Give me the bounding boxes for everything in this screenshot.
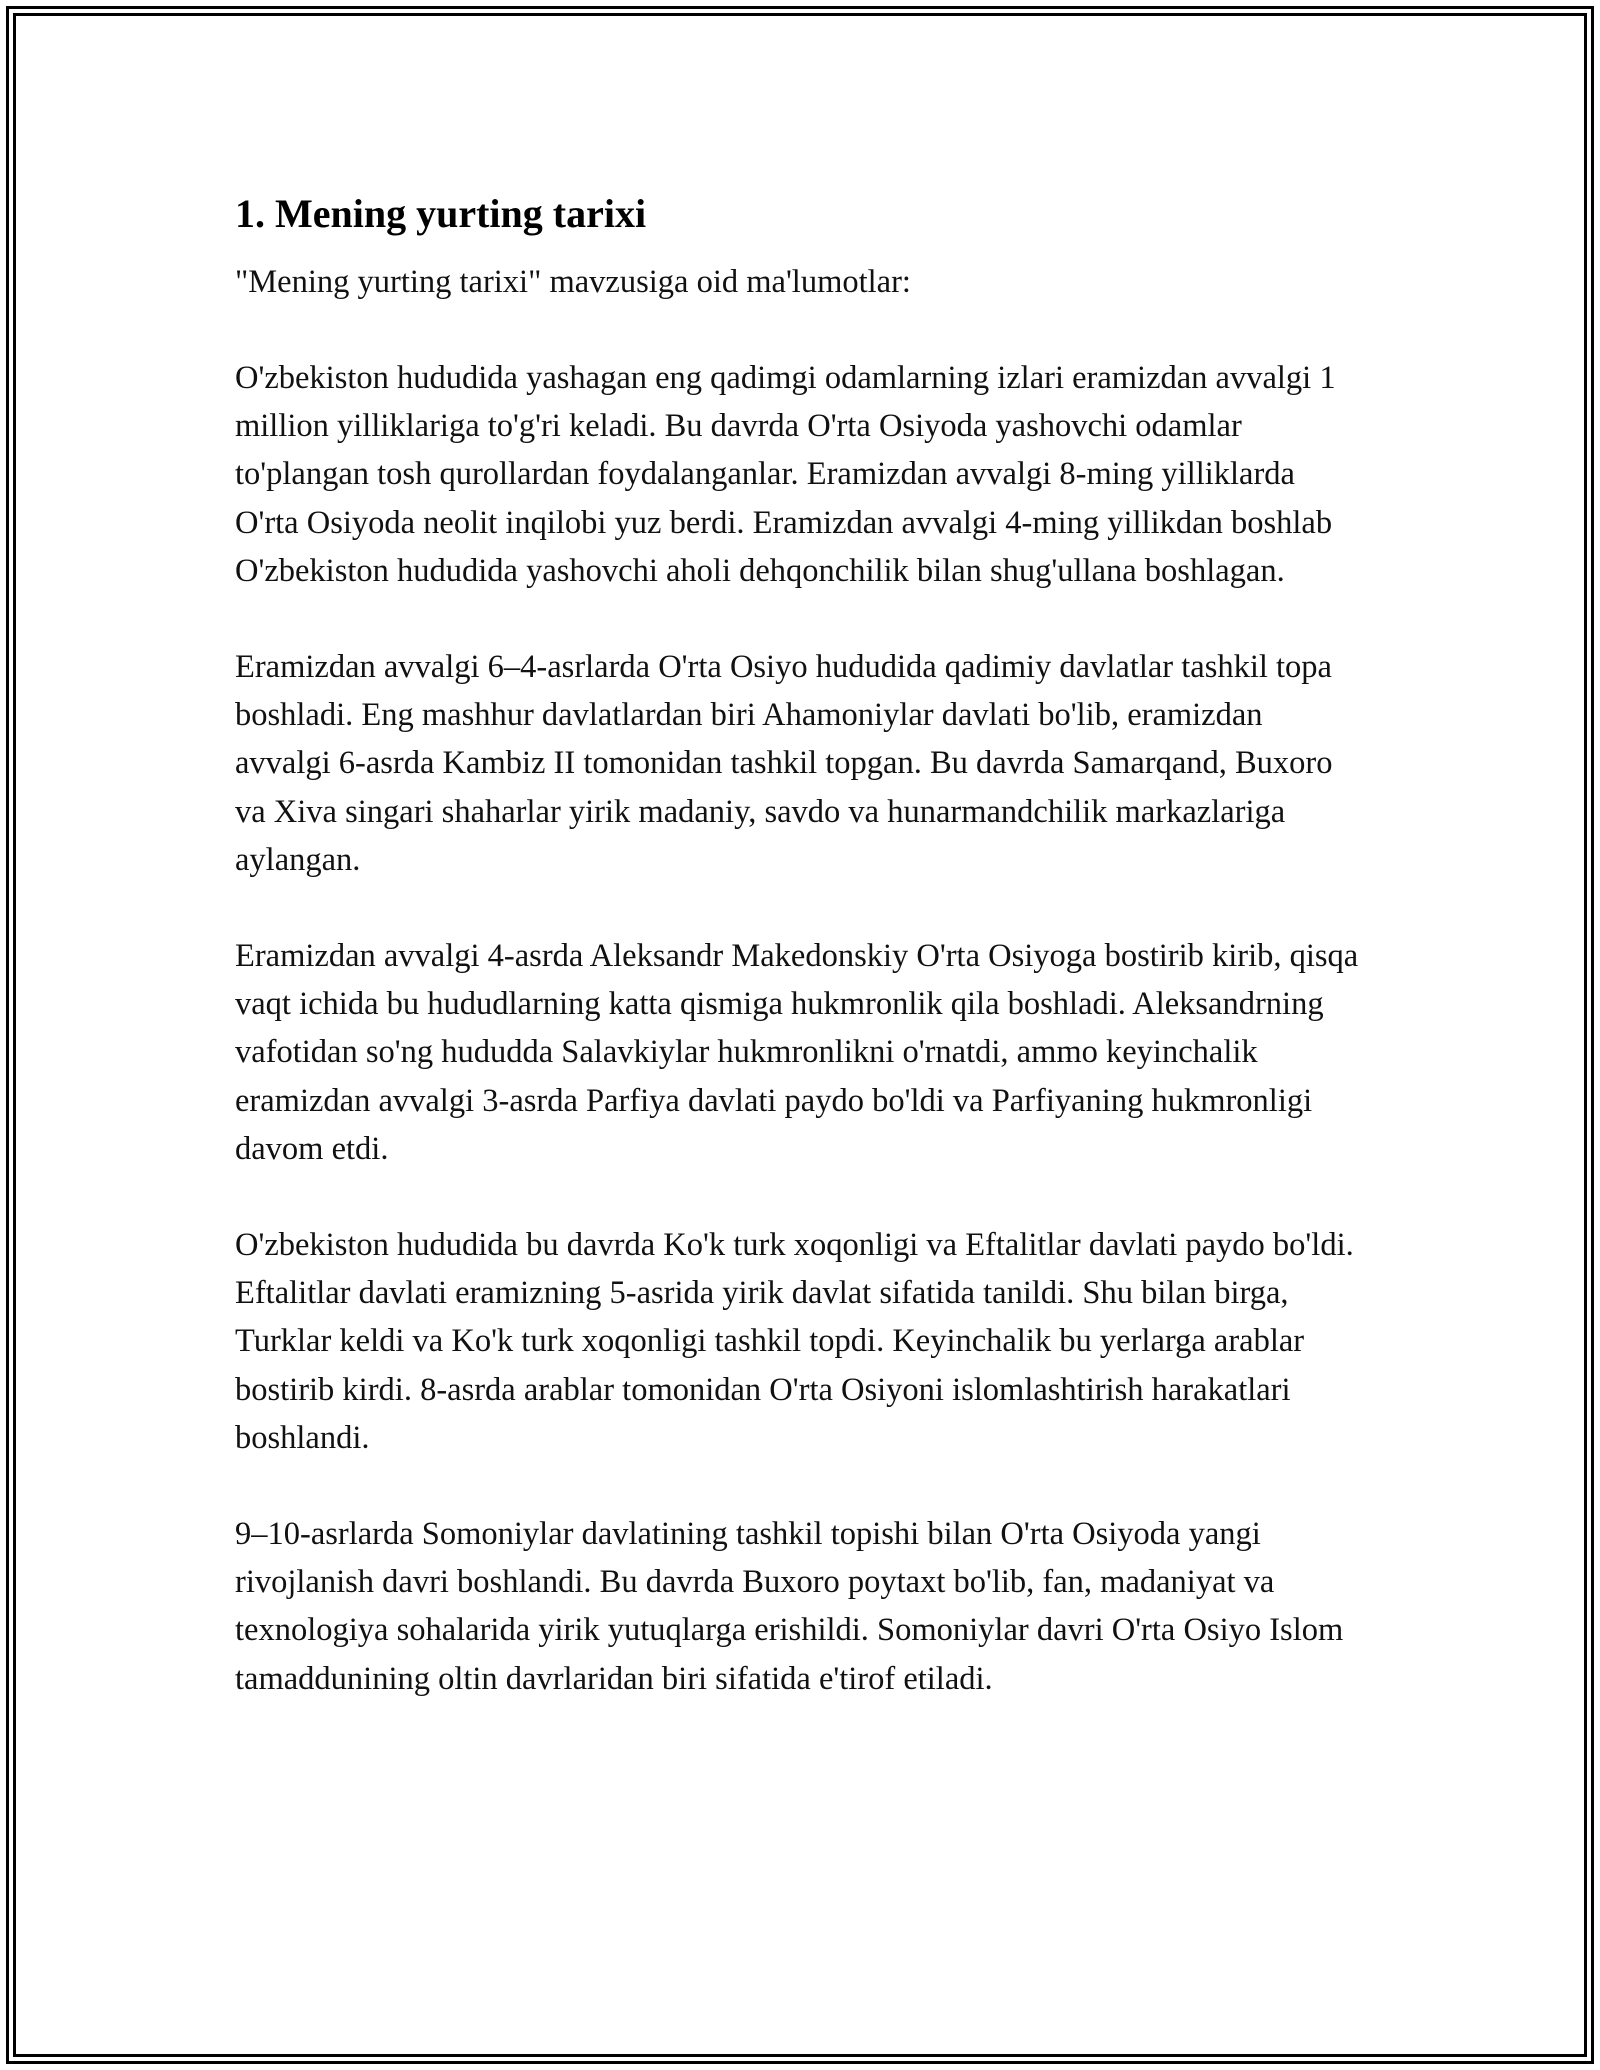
paragraph-4: O'zbekiston hududida bu davrda Ko'k turk xoqonligi va Eftalitlar davlati paydo bo'ldi. Eftalitlar davlati eramizning 5-asrida yirik davlat sifatida tanildi. Shu bilan birga, Turklar keldi va Ko'k turk xoqonligi tashkil topdi. Keyinchalik bu yerlarga arablar bostirib kirdi. 8-asrda arablar tomonidan O'rta Osiyoni islomlashtirish harakatlari boshlandi. (235, 1227, 1354, 1456)
paragraph-1: O'zbekiston hududida yashagan eng qadimgi odamlarning izlari eramizdan avvalgi 1 million yilliklariga to'g'ri keladi. Bu davrda O'rta Osiyoda yashovchi odamlar to'plangan tosh qurollardan foydalanganlar. Eramizdan avvalgi 8-ming yilliklarda O'rta Osiyoda neolit inqilobi yuz berdi. Eramizdan avvalgi 4-ming yillikdan boshlab O'zbekiston hududida yashovchi aholi dehqonchilik bilan shug'ullana boshlagan. (235, 360, 1336, 589)
paragraph-3: Eramizdan avvalgi 4-asrda Aleksandr Makedonskiy O'rta Osiyoga bostirib kirib, qisqa vaqt ichida bu hududlarning katta qismiga hukmronlik qila boshladi. Aleksandrning vafotidan so'ng hududda Salavkiylar hukmronlikni o'rnatdi, ammo keyinchalik eramizdan avvalgi 3-asrda Parfiya davlati paydo bo'ldi va Parfiyaning hukmronligi davom etdi. (235, 938, 1359, 1167)
intro-text: "Mening yurting tarixi" mavzusiga oid ma'lumotlar: (235, 264, 911, 300)
paragraph-5: 9–10-asrlarda Somoniylar davlatining tashkil topishi bilan O'rta Osiyoda yangi rivojlanish davri boshlandi. Bu davrda Buxoro poytaxt bo'lib, fan, madaniyat va texnologiya sohalarida yirik yutuqlarga erishildi. Somoniylar davri O'rta Osiyo Islom tamaddunining oltin davrlaridan biri sifatida e'tirof etiladi. (235, 1516, 1344, 1697)
paragraph-2: Eramizdan avvalgi 6–4-asrlarda O'rta Osiyo hududida qadimiy davlatlar tashkil topa boshladi. Eng mashhur davlatlardan biri Ahamoniylar davlati bo'lib, eramizdan avvalgi 6-asrda Kambiz II tomonidan tashkil topgan. Bu davrda Samarqand, Buxoro va Xiva singari shaharlar yirik madaniy, savdo va hunarmandchilik markazlariga aylangan. (235, 649, 1333, 878)
document-body (235, 188, 1360, 1751)
page-title: 1. Mening yurting tarixi (235, 191, 647, 236)
